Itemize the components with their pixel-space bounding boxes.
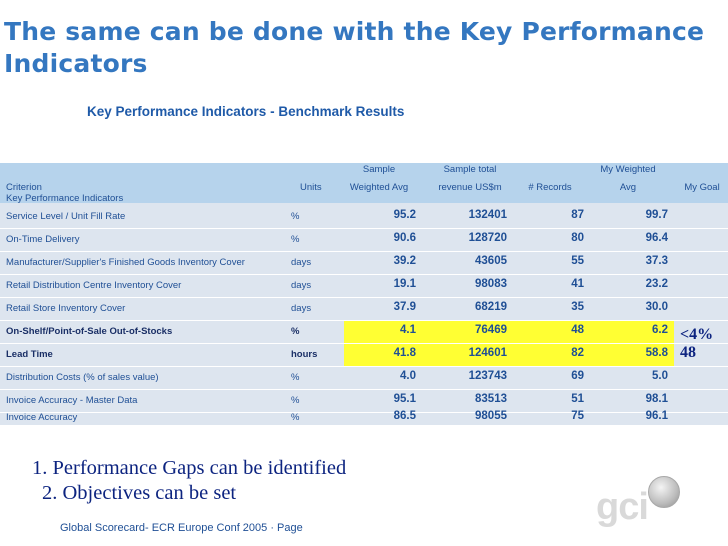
logo-text: gci [596,486,648,528]
cell-sample-avg: 86.5 [393,410,416,422]
cell-records: 75 [571,410,584,422]
header-units: Units [300,182,322,193]
table-row [0,298,728,321]
header-sample-avg-2: Weighted Avg [349,182,409,193]
cell-revenue: 83513 [475,393,507,405]
cell-my-avg: 23.2 [645,278,668,290]
cell-revenue: 132401 [468,209,507,221]
cell-units: % [291,412,300,423]
header-sample-avg-1: Sample [362,164,396,175]
table-row [0,367,728,390]
cell-units: % [291,395,300,406]
cell-records: 82 [571,347,584,359]
cell-units: days [291,257,312,268]
cell-sample-avg: 95.1 [393,393,416,405]
cell-revenue: 128720 [468,232,507,244]
cell-records: 41 [571,278,584,290]
cell-criterion: Retail Store Inventory Cover [6,303,126,314]
header-my-goal: My Goal [684,182,720,193]
table-subtitle: Key Performance Indicators - Benchmark Results [87,104,405,119]
footer: Global Scorecard- ECR Europe Conf 2005 · Page [60,522,303,534]
highlight-band [344,321,674,343]
cell-revenue: 123743 [468,370,507,382]
cell-sample-avg: 4.0 [400,370,416,382]
cell-criterion: On-Shelf/Point-of-Sale Out-of-Stocks [6,326,173,337]
globe-icon [648,476,680,508]
header-sample-total-2: revenue US$m [438,182,502,193]
cell-units: % [291,372,300,383]
cell-revenue: 98083 [475,278,507,290]
cell-units: days [291,303,312,314]
cell-my-avg: 6.2 [652,324,668,336]
slide-title: The same can be done with the Key Performance Indicators [4,17,705,78]
cell-criterion: On-Time Delivery [6,234,80,245]
cell-records: 51 [571,393,584,405]
cell-units: % [291,326,300,337]
section-label: Key Performance Indicators [6,193,124,204]
cell-sample-avg: 41.8 [393,347,416,359]
header-my-avg-1: My Weighted [600,164,656,175]
cell-my-avg: 58.8 [645,347,668,359]
cell-revenue: 76469 [475,324,507,336]
cell-criterion: Invoice Accuracy [6,412,78,423]
cell-sample-avg: 90.6 [393,232,416,244]
header-sample-total-1: Sample total [443,164,497,175]
cell-records: 55 [571,255,584,267]
cell-records: 87 [571,209,584,221]
cell-records: 80 [571,232,584,244]
cell-sample-avg: 4.1 [400,324,416,336]
table-row [0,275,728,298]
cell-my-avg: 37.3 [645,255,668,267]
cell-my-avg: 98.1 [645,393,668,405]
cell-my-avg: 99.7 [645,209,668,221]
cell-my-avg: 96.4 [645,232,668,244]
table-row [0,390,728,413]
cell-sample-avg: 95.2 [393,209,416,221]
cell-criterion: Lead Time [6,349,53,360]
objective-line-1: 1. Performance Gaps can be identified [32,457,347,479]
header-my-avg-2: Avg [619,182,637,193]
cell-units: days [291,280,312,291]
cell-records: 35 [571,301,584,313]
header-records: # Records [528,182,572,193]
table-row [0,206,728,229]
cell-criterion: Distribution Costs (% of sales value) [6,372,159,383]
cell-my-goal: <4% [680,326,714,343]
cell-units: hours [291,349,318,360]
cell-my-avg: 30.0 [645,301,668,313]
cell-criterion: Manufacturer/Supplier's Finished Goods Inventory Cover [6,257,245,268]
cell-my-goal: 48 [680,344,696,361]
cell-criterion: Retail Distribution Centre Inventory Cover [6,280,182,291]
cell-my-avg: 96.1 [645,410,668,422]
table-row [0,410,728,425]
table-row [0,229,728,252]
gci-logo [596,476,686,536]
cell-sample-avg: 39.2 [393,255,416,267]
table-row [0,252,728,275]
header-criterion: Criterion [6,182,42,193]
table-row-highlighted [0,344,728,367]
table-row-highlighted [0,321,728,344]
cell-sample-avg: 19.1 [393,278,416,290]
cell-units: % [291,211,300,222]
cell-my-avg: 5.0 [652,370,668,382]
cell-sample-avg: 37.9 [393,301,416,313]
cell-criterion: Invoice Accuracy - Master Data [6,395,138,406]
cell-revenue: 68219 [475,301,507,313]
cell-revenue: 124601 [468,347,507,359]
cell-records: 48 [571,324,584,336]
objective-line-2: 2. Objectives can be set [42,482,237,504]
benchmark-table [0,163,728,425]
table-header [0,163,728,203]
cell-revenue: 98055 [475,410,507,422]
cell-records: 69 [571,370,584,382]
cell-criterion: Service Level / Unit Fill Rate [6,211,126,222]
cell-revenue: 43605 [475,255,507,267]
cell-units: % [291,234,300,245]
